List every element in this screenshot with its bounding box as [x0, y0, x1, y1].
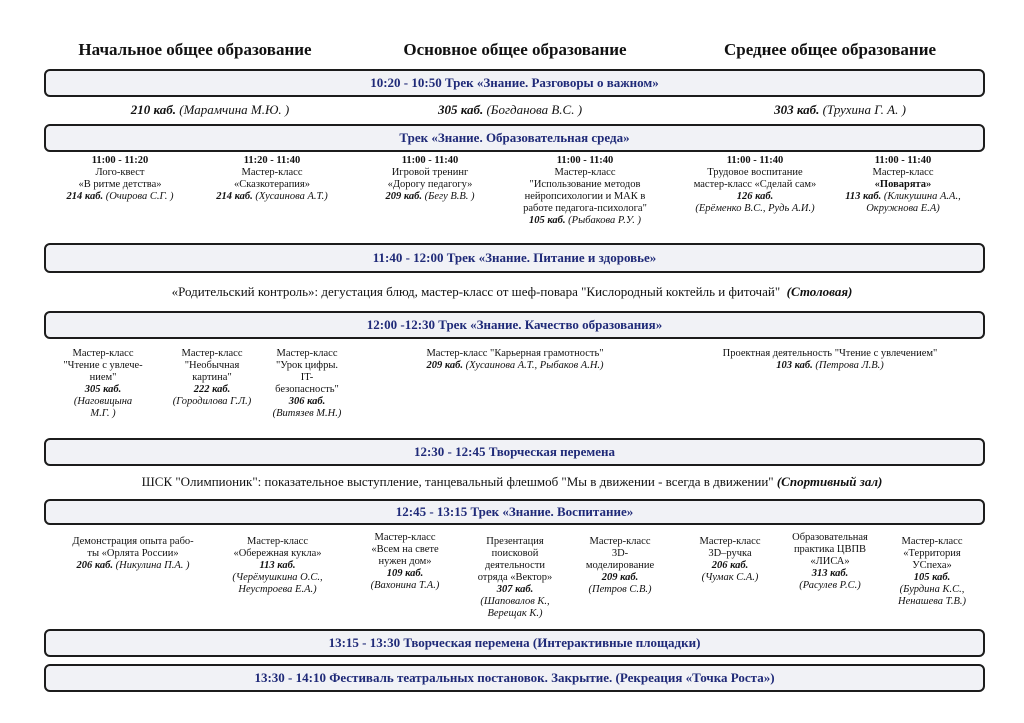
- column-header-secondary: Среднее общее образование: [723, 40, 937, 59]
- track-bar-nutrition: 11:40 - 12:00 Трек «Знание. Питание и здоровье»: [44, 243, 985, 273]
- event-card: Мастер-класс «Всем на свете нужен дом» 109 каб. (Вахонина Т.А.): [370, 532, 440, 591]
- event-card: Мастер-класс "Урок цифры. IT- безопасность" 306 каб. (Витязев М.Н.): [272, 348, 342, 419]
- column-header-basic: Основное общее образование: [403, 40, 627, 59]
- event-card: 11:00 - 11:40 Трудовое воспитание мастер-класс «Сделай сам» 126 каб. (Ерёменко В.С., Рудь А.И.): [693, 155, 817, 214]
- event-card: Мастер-класс 3D–ручка 206 каб. (Чумак С.А.): [699, 536, 761, 583]
- room-entry: 305 каб. (Богданова В.С. ): [437, 102, 583, 117]
- event-card: Мастер-класс "Карьерная грамотность" 209 каб. (Хусаинова А.Т., Рыбаков А.Н.): [426, 348, 604, 371]
- event-card: 11:00 - 11:40 Мастер-класс "Использование методов нейропсихологии и МАК в работе педагога-психолога" 105 каб. (Рыбакова Р.У. ): [523, 155, 647, 226]
- room-entry: 210 каб. (Марамчина М.Ю. ): [130, 102, 290, 117]
- event-card: Мастер-класс «Территория УСпеха» 105 каб. (Бурдина К.С., Ненашева Т.В.): [898, 536, 966, 607]
- track-bar-creative-break: 12:30 - 12:45 Творческая перемена: [44, 438, 985, 466]
- event-card: 11:00 - 11:40 Мастер-класс «Поварята» 113 каб. (Кликушина А.А., Окружнова Е.А): [845, 155, 961, 214]
- event-card: Проектная деятельность "Чтение с увлечением" 103 каб. (Петрова Л.В.): [722, 348, 938, 371]
- track-bar-theatre-festival: 13:30 - 14:10 Фестиваль театральных постановок. Закрытие. (Рекреация «Точка Роста»): [44, 664, 985, 692]
- nutrition-event: «Родительский контроль»: дегустация блюд, мастер-класс от шеф-повара "Кислородный коктейль и фиточай" (Столовая): [171, 284, 853, 299]
- event-card: Образовательная практика ЦВПВ «ЛИСА» 313 каб. (Расулев Р.С.): [792, 532, 868, 591]
- event-card: Мастер-класс «Обережная кукла» 113 каб. (Черёмушкина О.С., Неустроева Е.А.): [232, 536, 323, 595]
- track-bar-interactive-break: 13:15 - 13:30 Творческая перемена (Интерактивные площадки): [44, 629, 985, 657]
- event-card: Мастер-класс 3D- моделирование 209 каб. (Петров С.В.): [585, 536, 655, 595]
- event-card: Мастер-класс "Необычная картина" 222 каб. (Городилова Г.Л.): [172, 348, 252, 407]
- track-bar-education-quality: 12:00 -12:30 Трек «Знание. Качество образования»: [44, 311, 985, 339]
- event-card: Презентация поисковой деятельности отряда «Вектор» 307 каб. (Шаповалов К., Верещак К.): [477, 536, 553, 619]
- event-card: Мастер-класс "Чтение с увлече- нием" 305 каб. (Наговицына М.Г. ): [63, 348, 143, 419]
- track-bar-educational-environment: Трек «Знание. Образовательная среда»: [44, 124, 985, 152]
- event-card: Демонстрация опыта рабо- ты «Орлята России» 206 каб. (Никулина П.А. ): [72, 536, 194, 571]
- sport-event: ШСК "Олимпионик": показательное выступление, танцевальный флешмоб "Мы в движении - всегда в движении" (Спортивный зал): [141, 474, 883, 489]
- event-card: 11:00 - 11:20 Лого-квест «В ритме детства» 214 каб. (Очирова С.Г. ): [66, 155, 174, 202]
- event-card: 11:20 - 11:40 Мастер-класс «Сказкотерапия» 214 каб. (Хусаинова А.Т.): [216, 155, 328, 202]
- room-entry: 303 каб. (Трухина Г. А. ): [774, 102, 906, 117]
- event-card: 11:00 - 11:40 Игровой тренинг «Дорогу педагогу» 209 каб. (Бегу В.В. ): [385, 155, 475, 202]
- track-bar-upbringing: 12:45 - 13:15 Трек «Знание. Воспитание»: [44, 499, 985, 525]
- column-header-primary: Начальное общее образование: [78, 40, 312, 59]
- track-bar-important-talks: 10:20 - 10:50 Трек «Знание. Разговоры о важном»: [44, 69, 985, 97]
